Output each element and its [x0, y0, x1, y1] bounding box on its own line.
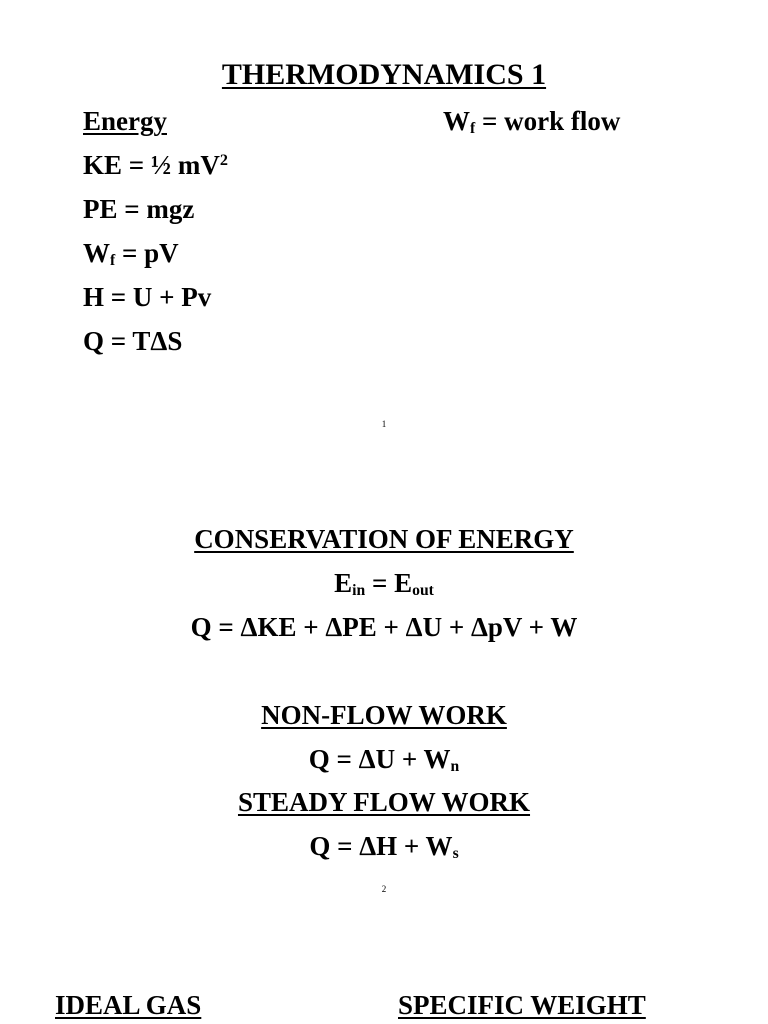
wf-symbol: W [83, 238, 110, 268]
e-in-symbol: E [334, 568, 353, 598]
ke-superscript: 2 [219, 151, 228, 170]
steady-subscript: s [452, 844, 459, 862]
steady-text: Q = ΔH + W [309, 831, 453, 861]
energy-heading: Energy [83, 106, 167, 136]
work-flow-symbol: W [443, 106, 470, 136]
nonflow-heading: NON-FLOW WORK [261, 700, 507, 730]
flow-work-equation [83, 240, 179, 267]
kinetic-energy-equation [83, 152, 228, 179]
work-flow-definition [443, 108, 620, 135]
ke-text: KE = ½ mV [83, 150, 220, 180]
e-out-subscript: out [412, 581, 434, 599]
nonflow-subscript: n [450, 757, 460, 775]
page-number: 2 [381, 884, 387, 894]
potential-energy-equation: PE = mgz [83, 194, 195, 224]
page-number: 1 [381, 419, 387, 429]
steady-flow-heading: STEADY FLOW WORK [237, 787, 531, 817]
heat-equation: Q = TΔS [83, 326, 183, 356]
ideal-gas-heading: IDEAL GAS [55, 990, 202, 1020]
conservation-heading: CONSERVATION OF ENERGY [194, 524, 574, 554]
nonflow-text: Q = ΔU + W [308, 744, 451, 774]
page-title: THERMODYNAMICS 1 [221, 58, 547, 91]
work-flow-subscript: f [470, 119, 476, 137]
energy-balance [0, 570, 768, 597]
enthalpy-equation: H = U + Pv [83, 282, 212, 312]
conservation-equation: Q = ΔKE + ΔPE + ΔU + ΔpV + W [190, 612, 578, 642]
e-in-subscript: in [352, 581, 366, 599]
work-flow-text: = work flow [475, 106, 621, 136]
specific-weight-heading: SPECIFIC WEIGHT [398, 990, 646, 1020]
steady-flow-equation [0, 833, 768, 860]
e-out-symbol: = E [365, 568, 413, 598]
nonflow-equation [0, 746, 768, 773]
wf-subscript: f [110, 251, 116, 269]
wf-text: = pV [115, 238, 179, 268]
